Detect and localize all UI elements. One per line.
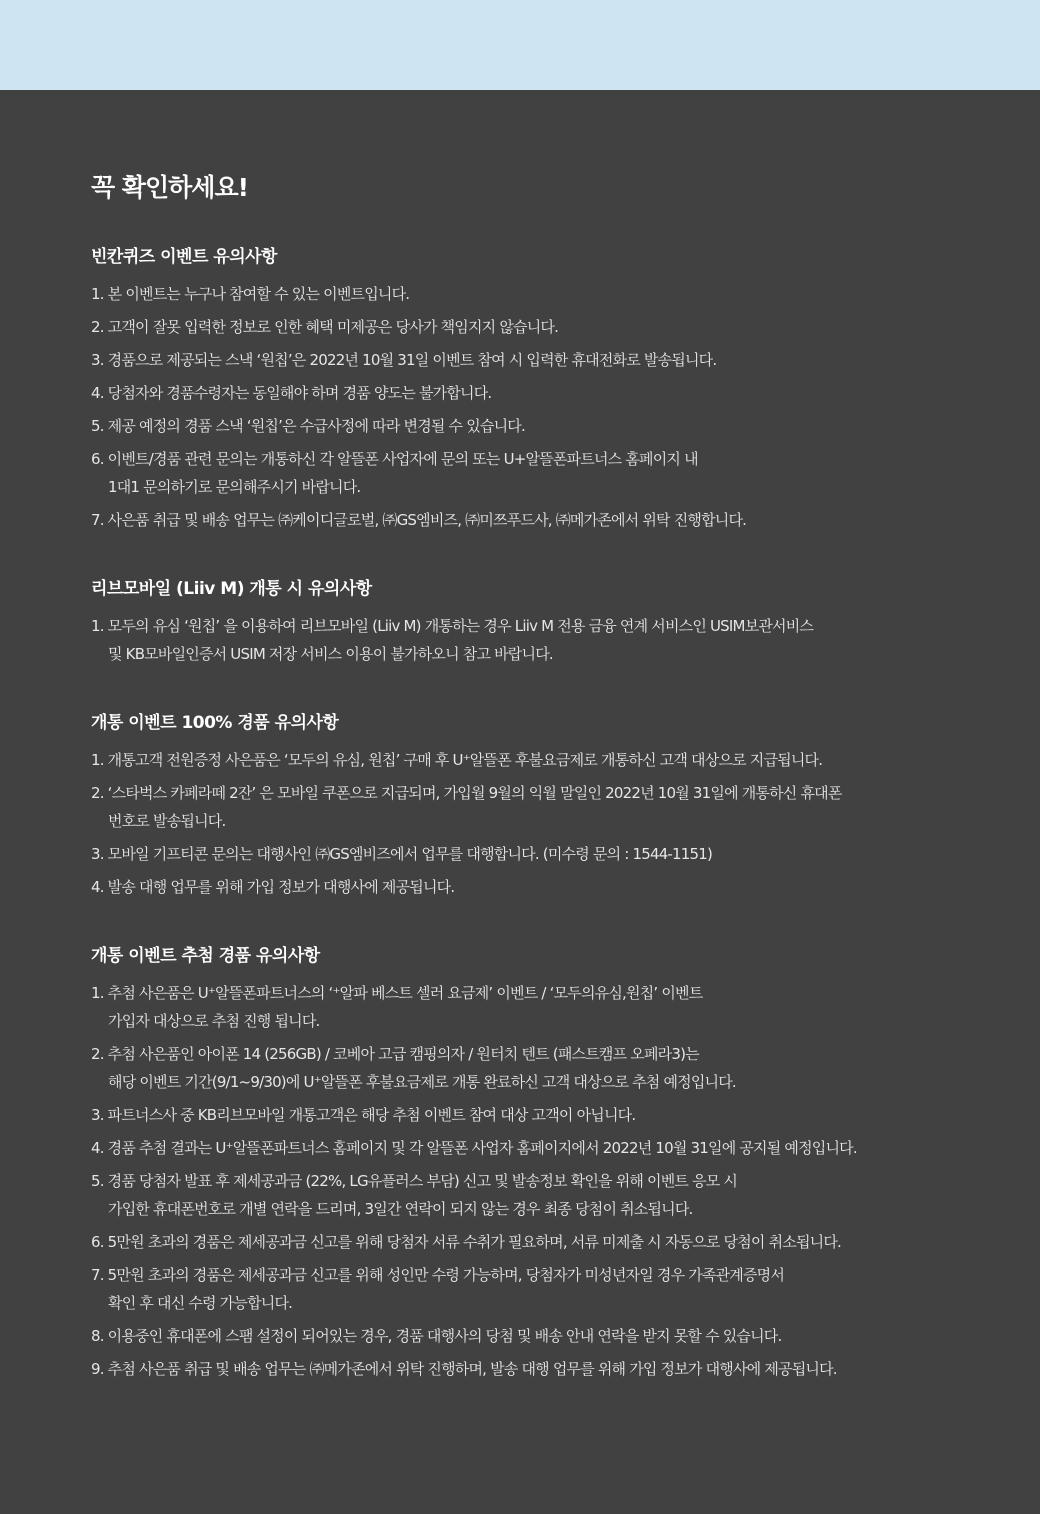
notice-item-line: 1대1 문의하기로 문의해주시기 바랍니다.	[108, 478, 361, 496]
notice-item: 6. 5만원 초과의 경품은 제세공과금 신고를 위해 당첨자 서류 수취가 필요하며, 서류 미제출 시 자동으로 당첨이 취소됩니다.	[91, 1233, 842, 1251]
notice-item-line: 해당 이벤트 기간(9/1~9/30)에 U⁺알뜰폰 후불요금제로 개통 완료하신 고객 대상으로 추첨 예정입니다.	[108, 1073, 736, 1091]
notice-item-line: 5. 경품 당첨자 발표 후 제세공과금 (22%, LG유플러스 부담) 신고 및 발송정보 확인을 위해 이벤트 응모 시	[91, 1172, 738, 1190]
notice-item: 3. 파트너스사 중 KB리브모바일 개통고객은 해당 추첨 이벤트 참여 대상 고객이 아닙니다.	[91, 1106, 636, 1124]
notice-item-line: 가입한 휴대폰번호로 개별 연락을 드리며, 3일간 연락이 되지 않는 경우 최종 당첨이 취소됩니다.	[108, 1200, 693, 1218]
notice-item-line: 6. 이벤트/경품 관련 문의는 개통하신 각 알뜰폰 사업자에 문의 또는 U+알뜰폰파트너스 홈페이지 내	[91, 450, 698, 468]
notice-item: 2. 고객이 잘못 입력한 정보로 인한 혜택 미제공은 당사가 책임지지 않습니다.	[91, 318, 559, 336]
notice-item-line: 1. 모두의 유심 ‘원칩’ 을 이용하여 리브모바일 (Liiv M) 개통하는 경우 Liiv M 전용 금융 연계 서비스인 USIM보관서비스	[91, 617, 814, 635]
notice-item: 1. 본 이벤트는 누구나 참여할 수 있는 이벤트입니다.	[91, 285, 410, 303]
notice-item	[91, 979, 920, 1035]
notice-section	[91, 242, 920, 534]
notice-section	[91, 941, 920, 1383]
notice-item	[91, 445, 920, 501]
notice-item	[91, 779, 920, 835]
notice-item	[91, 612, 920, 668]
notice-item-line: 2. 추첨 사은품인 아이폰 14 (256GB) / 코베아 고급 캠핑의자 / 원터치 텐트 (패스트캠프 오페라3)는	[91, 1045, 699, 1063]
notice-item-line: 7. 5만원 초과의 경품은 제세공과금 신고를 위해 성인만 수령 가능하며, 당첨자가 미성년자일 경우 가족관계증명서	[91, 1266, 785, 1284]
notice-item: 7. 사은품 취급 및 배송 업무는 ㈜케이디글로벌, ㈜GS엠비즈, ㈜미쯔푸드사, ㈜메가존에서 위탁 진행합니다.	[91, 511, 747, 529]
notice-item-line: 확인 후 대신 수령 가능합니다.	[108, 1294, 293, 1312]
notice-item: 3. 경품으로 제공되는 스낵 ‘원칩’은 2022년 10월 31일 이벤트 참여 시 입력한 휴대전화로 발송됩니다.	[91, 351, 717, 369]
notice-item-line: 및 KB모바일인증서 USIM 저장 서비스 이용이 불가하오니 참고 바랍니다.	[108, 645, 553, 663]
page-title: 꼭 확인하세요!	[91, 173, 249, 202]
notice-item-line: 가입자 대상으로 추첨 진행 됩니다.	[108, 1012, 320, 1030]
top-banner-band	[0, 0, 1040, 90]
notice-sections	[91, 242, 920, 1383]
section-title: 빈칸퀴즈 이벤트 유의사항	[91, 247, 277, 267]
notice-item-line: 2. ‘스타벅스 카페라떼 2잔’ 은 모바일 쿠폰으로 지급되며, 가입월 9월의 익월 말일인 2022년 10월 31일에 개통하신 휴대폰	[91, 784, 842, 802]
notice-item: 4. 경품 추첨 결과는 U⁺알뜰폰파트너스 홈페이지 및 각 알뜰폰 사업자 홈페이지에서 2022년 10월 31일에 공지될 예정입니다.	[91, 1139, 857, 1157]
notice-content	[0, 90, 920, 1383]
section-title: 리브모바일 (Liiv M) 개통 시 유의사항	[91, 579, 372, 599]
notice-item: 8. 이용중인 휴대폰에 스팸 설정이 되어있는 경우, 경품 대행사의 당첨 및 배송 안내 연락을 받지 못할 수 있습니다.	[91, 1327, 782, 1345]
notice-item-line: 1. 추첨 사은품은 U⁺알뜰폰파트너스의 ‘⁺알파 베스트 셀러 요금제’ 이벤트 / ‘모두의유심,원칩’ 이벤트	[91, 984, 703, 1002]
notice-item	[91, 1040, 920, 1096]
notice-section	[91, 574, 920, 668]
section-title: 개통 이벤트 추첨 경품 유의사항	[91, 946, 320, 966]
notice-item: 3. 모바일 기프티콘 문의는 대행사인 ㈜GS엠비즈에서 업무를 대행합니다. (미수령 문의 : 1544-1151)	[91, 845, 713, 863]
notice-item: 4. 발송 대행 업무를 위해 가입 정보가 대행사에 제공됩니다.	[91, 878, 455, 896]
notice-item-line: 번호로 발송됩니다.	[108, 812, 226, 830]
notice-item: 1. 개통고객 전원증정 사은품은 ‘모두의 유심, 원칩’ 구매 후 U⁺알뜰폰 후불요금제로 개통하신 고객 대상으로 지급됩니다.	[91, 751, 823, 769]
notice-section	[91, 708, 920, 901]
notice-item: 5. 제공 예정의 경품 스낵 ‘원칩’은 수급사정에 따라 변경될 수 있습니다.	[91, 417, 525, 435]
notice-item	[91, 1167, 920, 1223]
notice-item: 4. 당첨자와 경품수령자는 동일해야 하며 경품 양도는 불가합니다.	[91, 384, 492, 402]
notice-item	[91, 1261, 920, 1317]
section-title: 개통 이벤트 100% 경품 유의사항	[91, 713, 339, 733]
notice-item: 9. 추첨 사은품 취급 및 배송 업무는 ㈜메가존에서 위탁 진행하며, 발송 대행 업무를 위해 가입 정보가 대행사에 제공됩니다.	[91, 1360, 837, 1378]
